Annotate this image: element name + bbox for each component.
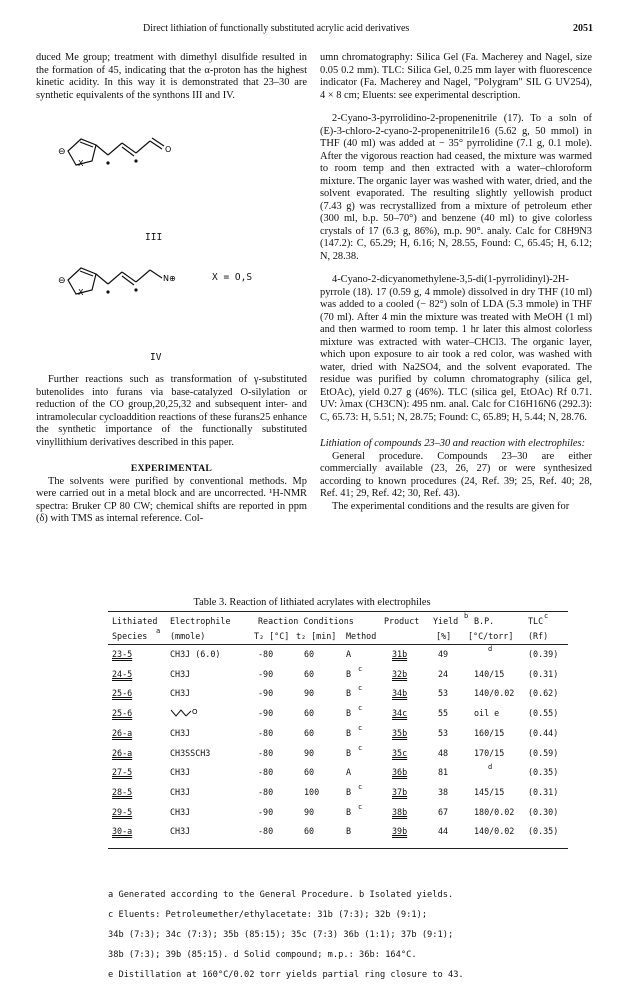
cell-method: B xyxy=(346,668,352,679)
cell-tlc: (0.31) xyxy=(528,786,559,797)
cell-product: 38b xyxy=(392,806,408,817)
cell-method: B xyxy=(346,826,352,837)
method-footnote-mark: c xyxy=(358,782,363,791)
cell-product: 35c xyxy=(392,747,408,758)
table-header-rule xyxy=(108,644,568,645)
col-yield-sup: b xyxy=(464,612,469,620)
svg-text:⊖: ⊖ xyxy=(58,147,66,157)
cell-T: -90 xyxy=(258,708,274,719)
col-bp-unit: [°C/torr] xyxy=(468,631,514,641)
left-paragraph-1: duced Me group; treatment with dimethyl disulfide resulted in the formation of 45, indicating that the α-proton has the highest kinetic acidity. In this way it is demonstrated that 23–30 are synthetic equivalents of the synthons III and IV. xyxy=(36,52,307,101)
method-footnote-mark: c xyxy=(358,743,363,752)
cell-t: 90 xyxy=(304,747,315,758)
cell-method: A xyxy=(346,767,352,778)
cell-yield: 49 xyxy=(438,649,449,659)
right-paragraph-4: Lithiation of compounds 23–30 and reaction with electrophiles: xyxy=(320,438,586,449)
table-row xyxy=(108,826,568,846)
left-column xyxy=(36,52,307,102)
left-paragraph-2: Further reactions such as transformation of γ-substituted butenolides into furans via base-catalyzed O-silylation or reduction of the CO group,20,25,32 and subsequent inter- and intramolecular cycloaddition reactions of these furans25 enhance the synthetic importance of the functionally substituted vinyllithium derivatives described in this paper. xyxy=(36,374,307,448)
cell-species: 23-5 xyxy=(112,649,133,659)
cell-bp: 140/0.02 xyxy=(474,688,515,699)
cell-tlc: (0.39) xyxy=(528,649,559,659)
right-column xyxy=(320,52,592,513)
col-yield: Yield xyxy=(433,616,459,626)
col-product: Product xyxy=(384,616,420,626)
cell-elec: CH3J xyxy=(170,688,191,699)
cell-t: 60 xyxy=(304,708,315,719)
cell-t: 60 xyxy=(304,727,315,738)
col-time: t₂ [min] xyxy=(296,631,337,641)
cell-elec: CH3SSCH3 xyxy=(170,747,211,758)
svg-text:O: O xyxy=(192,708,198,717)
cell-bp: 140/0.02 xyxy=(474,826,515,837)
cell-T: -80 xyxy=(258,786,274,797)
cell-method: B xyxy=(346,688,352,699)
cell-method: B xyxy=(346,727,352,738)
table-row xyxy=(108,743,568,768)
table-row xyxy=(108,802,568,827)
cell-tlc: (0.59) xyxy=(528,747,559,758)
col-tlc: TLC xyxy=(528,616,544,626)
svg-text:O: O xyxy=(165,145,172,154)
cell-elec: CH3J xyxy=(170,668,191,679)
cell-product: 34b xyxy=(392,688,408,699)
cell-T: -80 xyxy=(258,747,274,758)
cell-yield: 67 xyxy=(438,806,449,817)
cell-bp: 160/15 xyxy=(474,727,505,738)
cell-T: -80 xyxy=(258,826,274,837)
col-percent: [%] xyxy=(436,631,452,641)
cell-elec: CH3J xyxy=(170,767,191,778)
label-iii: III xyxy=(145,232,163,243)
structure-iii xyxy=(56,121,186,183)
footnote-c-d: 38b (7:3); 39b (85:15). d Solid compound; m.p.: 36b: 164°C. xyxy=(108,950,417,960)
svg-text:X: X xyxy=(78,288,84,297)
table-caption: Table 3. Reaction of lithiated acrylates with electrophiles xyxy=(193,597,431,608)
cell-yield: 55 xyxy=(438,708,449,719)
col-temp: T₂ [°C] xyxy=(254,631,290,641)
cell-bp: 145/15 xyxy=(474,786,505,797)
cell-product: 36b xyxy=(392,767,408,778)
footnote-c-cont: 34b (7:3); 34c (7:3); 35b (85:15); 35c (7:3) 36b (1:1); 37b (9:1); xyxy=(108,930,454,940)
cell-product: 34c xyxy=(392,708,408,719)
cell-product: 39b xyxy=(392,826,408,837)
cell-bp: d xyxy=(488,763,493,772)
right-paragraph-3: 4-Cyano-2-dicyanomethylene-3,5-di(1-pyrrolidinyl)-2H-pyrrole (18). 17 (0.59 g, 4 mmole) dissolved in dry THF (10 ml) was added to a cooled (− 82°) soln of LDA (5.3 mmole) in THF (70 ml). After 4 min the mixture was treated with MeOH (1 ml) and then warmed to room temp. 1 hr later this almost colorless mixture was extracted with water–CHCl3. The organic layer, which upon exposure to air took a red color, was washed with water, dried with Na2SO4, and the solvent evaporated. The residue was purified by column chromatography (silica gel, EtOAc), yield 0.27 g (46%). TLC (silica gel, EtOAc) Rf 0.71. UV: λmax (CH3CN): 495 nm. anal. Calc for C16H16N6 (292.3): C, 65.73: H, 5.51; N, 28.75; Found: C, 65.89; H, 5.44; N, 28.76. xyxy=(320,274,592,423)
cell-yield: 24 xyxy=(438,668,449,679)
cell-yield: 38 xyxy=(438,786,449,797)
cell-T: -80 xyxy=(258,649,274,659)
cell-species: 24-5 xyxy=(112,668,133,679)
cell-tlc: (0.35) xyxy=(528,767,559,778)
table-row xyxy=(108,782,568,807)
page-number: 2051 xyxy=(573,23,593,34)
cell-species: 26-a xyxy=(112,727,133,738)
cell-tlc: (0.55) xyxy=(528,708,559,719)
cell-method: B xyxy=(346,806,352,817)
cell-tlc: (0.62) xyxy=(528,688,559,699)
svg-text:X: X xyxy=(78,159,84,168)
cell-method: B xyxy=(346,786,352,797)
cell-species: 25-6 xyxy=(112,708,133,719)
col-lithiated: Lithiated xyxy=(112,616,158,626)
footnote-e: e Distillation at 160°C/0.02 torr yields partial ring closure to 43. xyxy=(108,970,464,980)
cell-tlc: (0.30) xyxy=(528,806,559,817)
right-paragraph-6: The experimental conditions and the results are given for xyxy=(332,500,570,512)
right-paragraph-5: General procedure. Compounds 23–30 are either commercially available (23, 26, 27) or were synthesized according to known procedures (24, Ref. 39; 25, Ref. 40; 28, Ref. 41; 29, Ref. 42; 30, Ref. 43). xyxy=(320,450,592,499)
cell-T: -90 xyxy=(258,688,274,699)
cell-T: -80 xyxy=(258,727,274,738)
cell-yield: 81 xyxy=(438,767,449,778)
cell-elec: CH3J xyxy=(170,786,191,797)
cell-elec: CH3J (6.0) xyxy=(170,649,221,659)
cell-product: 35b xyxy=(392,727,408,738)
cell-method: A xyxy=(346,649,352,659)
cell-species: 27-5 xyxy=(112,767,133,778)
left-paragraph-3: The solvents were purified by conventional methods. Mp were carried out in a metal block and are uncorrected. ¹H-NMR spectra: Bruker CP 80 CW; chemical shifts are reported in ppm (δ) with TMS as internal reference. Col- xyxy=(36,475,307,524)
running-header xyxy=(88,23,593,37)
footnote-a-b: a Generated according to the General Procedure. b Isolated yields. xyxy=(108,890,454,900)
cell-t: 90 xyxy=(304,806,315,817)
cell-yield: 44 xyxy=(438,826,449,837)
table-top-rule xyxy=(108,611,568,612)
cell-tlc: (0.31) xyxy=(528,668,559,679)
cell-T: -90 xyxy=(258,806,274,817)
structure-iv xyxy=(56,250,196,312)
cell-product: 37b xyxy=(392,786,408,797)
table-row xyxy=(108,723,568,748)
cell-t: 90 xyxy=(304,688,315,699)
cell-t: 60 xyxy=(304,826,315,837)
footnote-c: c Eluents: Petroleumether/ethylacetate: 31b (7:3); 32b (9:1); xyxy=(108,910,428,920)
x-equals-label: X = O,S xyxy=(212,272,253,283)
col-rf: (Rf) xyxy=(528,631,549,641)
cell-species: 26-a xyxy=(112,747,133,758)
label-iv: IV xyxy=(150,352,162,363)
col-method: Method xyxy=(346,631,377,641)
cell-elec: CH3J xyxy=(170,826,191,837)
left-column-lower xyxy=(36,374,307,526)
cell-elec: CH3J xyxy=(170,727,191,738)
cell-bp: d xyxy=(488,645,493,653)
svg-text:N⊕: N⊕ xyxy=(163,274,176,283)
cell-tlc: (0.44) xyxy=(528,727,559,738)
cell-bp: 170/15 xyxy=(474,747,505,758)
cell-T: -90 xyxy=(258,668,274,679)
cell-t: 60 xyxy=(304,767,315,778)
cell-bp: 180/0.02 xyxy=(474,806,515,817)
table-row xyxy=(108,763,568,787)
col-species: Species xyxy=(112,631,148,641)
cell-T: -80 xyxy=(258,767,274,778)
cell-yield: 53 xyxy=(438,727,449,738)
cell-product: 32b xyxy=(392,668,408,679)
cell-species: 25-6 xyxy=(112,688,133,699)
cell-bp: oil e xyxy=(474,708,500,719)
method-footnote-mark: c xyxy=(358,664,363,673)
col-mmole: (mmole) xyxy=(170,631,206,641)
cell-method: B xyxy=(346,747,352,758)
cell-yield: 53 xyxy=(438,688,449,699)
table-row xyxy=(108,664,568,689)
methacrolein-structure-icon xyxy=(170,706,200,722)
col-reaction-conditions: Reaction Conditions xyxy=(258,616,354,626)
cell-species: 28-5 xyxy=(112,786,133,797)
svg-text:⊖: ⊖ xyxy=(58,276,66,286)
col-species-sup: a xyxy=(156,627,161,635)
cell-tlc: (0.35) xyxy=(528,826,559,837)
cell-species: 29-5 xyxy=(112,806,133,817)
table-row xyxy=(108,645,568,669)
cell-yield: 48 xyxy=(438,747,449,758)
cell-t: 60 xyxy=(304,649,315,659)
cell-product: 31b xyxy=(392,649,408,659)
col-electrophile: Electrophile xyxy=(170,616,231,626)
right-paragraph-1: umn chromatography: Silica Gel (Fa. Macherey and Nagel, size 0.05 0.2 mm). TLC: Silica Gel, 0.25 mm layer with fluorescence indicator (Fa. Macherey and Nagel, "Polygram" SIL G UV254), 4 × 8 cm; Eluents: see experimental description. xyxy=(320,52,592,101)
col-tlc-sup: c xyxy=(544,612,549,620)
cell-method: B xyxy=(346,708,352,719)
method-footnote-mark: c xyxy=(358,684,363,693)
right-paragraph-2: 2-Cyano-3-pyrrolidino-2-propenenitrile (17). To a soln of (E)-3-chloro-2-cyano-2-propenenitrile16 (5.62 g, 50 mmol) in THF (40 ml) was added at − 35° pyrrolidine (7.1 g, 0.1 mole). After the vigorous reaction had ceased, the mixture was warmed to room temp and then extracted with a water–chloroform mixture. The organic layer was washed with water, dried, and the solvent evaporated. The resulting slightly yellowish product (7.43 g) was recrystallized from a mixture of petroleum ether (300 ml, b.p. 50–70°) and benzene (40 ml) to give colorless crystals of 17 (6.3 g, 86%), m.p. 90°. analy. Calc for C8H9N3 (147.2): C, 65.29; H, 6.16; N, 28.55, Found: C, 65.45; H, 6.12; N, 28.38. xyxy=(320,113,592,262)
method-footnote-mark: c xyxy=(358,802,363,811)
col-bp: B.P. xyxy=(474,616,495,626)
table-footnotes xyxy=(108,885,578,985)
cell-t: 100 xyxy=(304,786,320,797)
method-footnote-mark: c xyxy=(358,704,363,713)
cell-elec: CH3J xyxy=(170,806,191,817)
table-row xyxy=(108,704,568,728)
running-title: Direct lithiation of functionally substituted acrylic acid derivatives xyxy=(143,23,410,34)
experimental-heading: EXPERIMENTAL xyxy=(130,463,213,474)
cell-bp: 140/15 xyxy=(474,668,505,679)
table-bottom-rule xyxy=(108,848,568,849)
method-footnote-mark: c xyxy=(358,723,363,732)
cell-species: 30-a xyxy=(112,826,133,837)
cell-t: 60 xyxy=(304,668,315,679)
